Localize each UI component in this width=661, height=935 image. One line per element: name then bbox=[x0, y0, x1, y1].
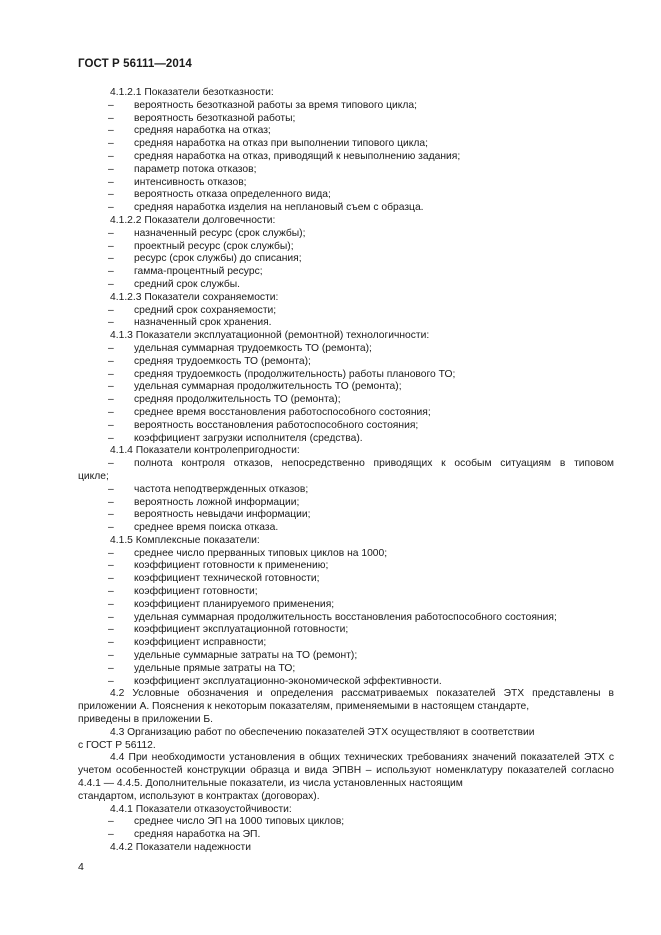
page-number: 4 bbox=[78, 861, 84, 873]
section-4-1-3-list bbox=[78, 343, 614, 445]
dash-bullet: – bbox=[108, 406, 114, 418]
dash-bullet: – bbox=[108, 586, 114, 598]
dash-bullet: – bbox=[108, 419, 114, 431]
dash-bullet: – bbox=[108, 611, 114, 623]
dash-bullet: – bbox=[108, 675, 114, 687]
list-item: – средняя наработка на отказ, приводящий к невыполнению задания; bbox=[108, 150, 461, 162]
dash-bullet: – bbox=[108, 547, 114, 559]
list-item: – частота неподтвержденных отказов; bbox=[108, 483, 309, 495]
list-item: – интенсивность отказов; bbox=[108, 176, 247, 188]
dash-bullet: – bbox=[108, 150, 114, 162]
list-item: – удельная суммарная продолжительность ТО (ремонта); bbox=[108, 381, 402, 393]
dash-bullet: – bbox=[108, 138, 114, 150]
paragraph-4-4: 4.4 При необходимости установления в общих технических требованиях значений показателей ЭТХ с учетом особенностей конструкции образца и вида ЭПВН – используют номенклатуру показателей согласно 4.4.1 — 4.4.5. Дополнительные показатели, из числа установленных настоящим стандартом, используют в контрактах (договорах). bbox=[78, 752, 614, 802]
dash-bullet: – bbox=[108, 496, 114, 508]
dash-bullet: – bbox=[108, 662, 114, 674]
list-item: – гамма-процентный ресурс; bbox=[108, 266, 263, 278]
dash-bullet: – bbox=[108, 829, 114, 841]
dash-bullet: – bbox=[108, 189, 114, 201]
dash-bullet: – bbox=[108, 573, 114, 585]
list-item: – удельная суммарная продолжительность восстановления работоспособного состояния; bbox=[108, 611, 557, 623]
dash-bullet: – bbox=[108, 317, 114, 329]
dash-bullet: – bbox=[108, 458, 114, 470]
dash-bullet: – bbox=[108, 650, 114, 662]
section-4-1-5-title: 4.1.5 Комплексные показатели: bbox=[110, 534, 260, 546]
dash-bullet: – bbox=[108, 227, 114, 239]
paragraph-4-3: 4.3 Организацию работ по обеспечению показателей ЭТХ осуществляют в соответствии с ГОСТ Р 56112. bbox=[78, 726, 535, 751]
list-item: – ресурс (срок службы) до списания; bbox=[108, 253, 302, 265]
section-4-1-4-title: 4.1.4 Показатели контролепригодности: bbox=[110, 445, 300, 457]
list-item: – средняя наработка на отказ при выполнении типового цикла; bbox=[108, 138, 428, 150]
list-item: – вероятность безотказной работы; bbox=[108, 112, 296, 124]
list-item: – параметр потока отказов; bbox=[108, 163, 257, 175]
dash-bullet: – bbox=[108, 112, 114, 124]
dash-bullet: – bbox=[108, 598, 114, 610]
dash-bullet: – bbox=[108, 509, 114, 521]
list-item: – удельные суммарные затраты на ТО (ремонт); bbox=[108, 650, 358, 662]
dash-bullet: – bbox=[108, 240, 114, 252]
list-item: – коэффициент готовности к применению; bbox=[108, 560, 329, 572]
section-4-4-2-title: 4.4.2 Показатели надежности bbox=[110, 842, 252, 854]
list-item: – коэффициент готовности; bbox=[108, 586, 258, 598]
list-item: – среднее число прерванных типовых циклов на 1000; bbox=[108, 547, 388, 559]
dash-bullet: – bbox=[108, 125, 114, 137]
dash-bullet: – bbox=[108, 624, 114, 636]
list-item: – среднее время поиска отказа. bbox=[108, 522, 279, 534]
dash-bullet: – bbox=[108, 304, 114, 316]
list-item: – коэффициент эксплуатационной готовности; bbox=[108, 624, 349, 636]
dash-bullet: – bbox=[108, 355, 114, 367]
section-4-4-1-title: 4.4.1 Показатели отказоустойчивости: bbox=[110, 803, 292, 815]
list-item: – удельная суммарная трудоемкость ТО (ремонта); bbox=[108, 342, 372, 354]
list-item: – средняя наработка на ЭП. bbox=[108, 829, 261, 841]
section-4-1-5-list bbox=[78, 548, 614, 689]
dash-bullet: – bbox=[108, 278, 114, 290]
dash-bullet: – bbox=[108, 483, 114, 495]
list-item: – удельные прямые затраты на ТО; bbox=[108, 662, 296, 674]
list-item: – средняя трудоемкость (продолжительность) работы планового ТО; bbox=[108, 368, 456, 380]
dash-bullet: – bbox=[108, 342, 114, 354]
dash-bullet: – bbox=[108, 266, 114, 278]
section-4-1-2-2-list bbox=[78, 228, 614, 292]
section-4-1-4-list bbox=[78, 458, 614, 535]
list-item: – вероятность отказа определенного вида; bbox=[108, 189, 331, 201]
list-item-wrapped: – полнота контроля отказов, непосредственно приводящих к особым ситуациям в типовом цикле; bbox=[78, 458, 614, 482]
dash-bullet: – bbox=[108, 637, 114, 649]
dash-bullet: – bbox=[108, 163, 114, 175]
standard-header: ГОСТ Р 56111—2014 bbox=[78, 58, 192, 70]
page-content bbox=[78, 87, 614, 855]
section-4-1-2-3-title: 4.1.2.3 Показатели сохраняемости: bbox=[110, 291, 279, 303]
dash-bullet: – bbox=[108, 176, 114, 188]
dash-bullet: – bbox=[108, 522, 114, 534]
section-4-4-1-list bbox=[78, 816, 614, 842]
list-item: – средняя наработка изделия на неплановый съем с образца. bbox=[108, 202, 424, 214]
list-item: – средний срок службы. bbox=[108, 278, 240, 290]
list-item: – вероятность безотказной работы за время типового цикла; bbox=[108, 99, 417, 111]
list-item: – назначенный срок хранения. bbox=[108, 317, 272, 329]
section-4-1-2-2-title: 4.1.2.2 Показатели долговечности: bbox=[110, 214, 276, 226]
list-item: – коэффициент загрузки исполнителя (средства). bbox=[108, 432, 363, 444]
list-item: – средний срок сохраняемости; bbox=[108, 304, 277, 316]
list-item: – среднее число ЭП на 1000 типовых циклов; bbox=[108, 816, 345, 828]
list-item: – назначенный ресурс (срок службы); bbox=[108, 227, 306, 239]
list-item: – средняя наработка на отказ; bbox=[108, 125, 271, 137]
dash-bullet: – bbox=[108, 253, 114, 265]
list-item: – вероятность восстановления работоспособного состояния; bbox=[108, 419, 419, 431]
list-item: – коэффициент планируемого применения; bbox=[108, 598, 335, 610]
section-4-1-3-title: 4.1.3 Показатели эксплуатационной (ремонтной) технологичности: bbox=[110, 330, 430, 342]
dash-bullet: – bbox=[108, 394, 114, 406]
list-item: – средняя трудоемкость ТО (ремонта); bbox=[108, 355, 311, 367]
list-item: – коэффициент исправности; bbox=[108, 637, 267, 649]
list-item: – среднее время восстановления работоспособного состояния; bbox=[108, 406, 431, 418]
dash-bullet: – bbox=[108, 99, 114, 111]
dash-bullet: – bbox=[108, 381, 114, 393]
section-4-1-2-1-title: 4.1.2.1 Показатели безотказности: bbox=[110, 87, 274, 98]
dash-bullet: – bbox=[108, 816, 114, 828]
dash-bullet: – bbox=[108, 368, 114, 380]
section-4-1-2-3-list bbox=[78, 305, 614, 331]
list-item: – коэффициент технической готовности; bbox=[108, 573, 320, 585]
dash-bullet: – bbox=[108, 202, 114, 214]
list-item: – вероятность невыдачи информации; bbox=[108, 509, 311, 521]
list-item: – коэффициент эксплуатационно-экономической эффективности. bbox=[108, 675, 442, 687]
section-4-1-2-1-list bbox=[78, 100, 614, 215]
list-item: – вероятность ложной информации; bbox=[108, 496, 300, 508]
dash-bullet: – bbox=[108, 560, 114, 572]
list-item: – средняя продолжительность ТО (ремонта); bbox=[108, 394, 341, 406]
dash-bullet: – bbox=[108, 432, 114, 444]
list-item: – проектный ресурс (срок службы); bbox=[108, 240, 294, 252]
paragraph-4-2: 4.2 Условные обозначения и определения рассматриваемых показателей ЭТХ представлены в приложении А. Пояснения к некоторым показателям, применяемыми в настоящем стандарте, приведены в приложении Б. bbox=[78, 688, 614, 726]
